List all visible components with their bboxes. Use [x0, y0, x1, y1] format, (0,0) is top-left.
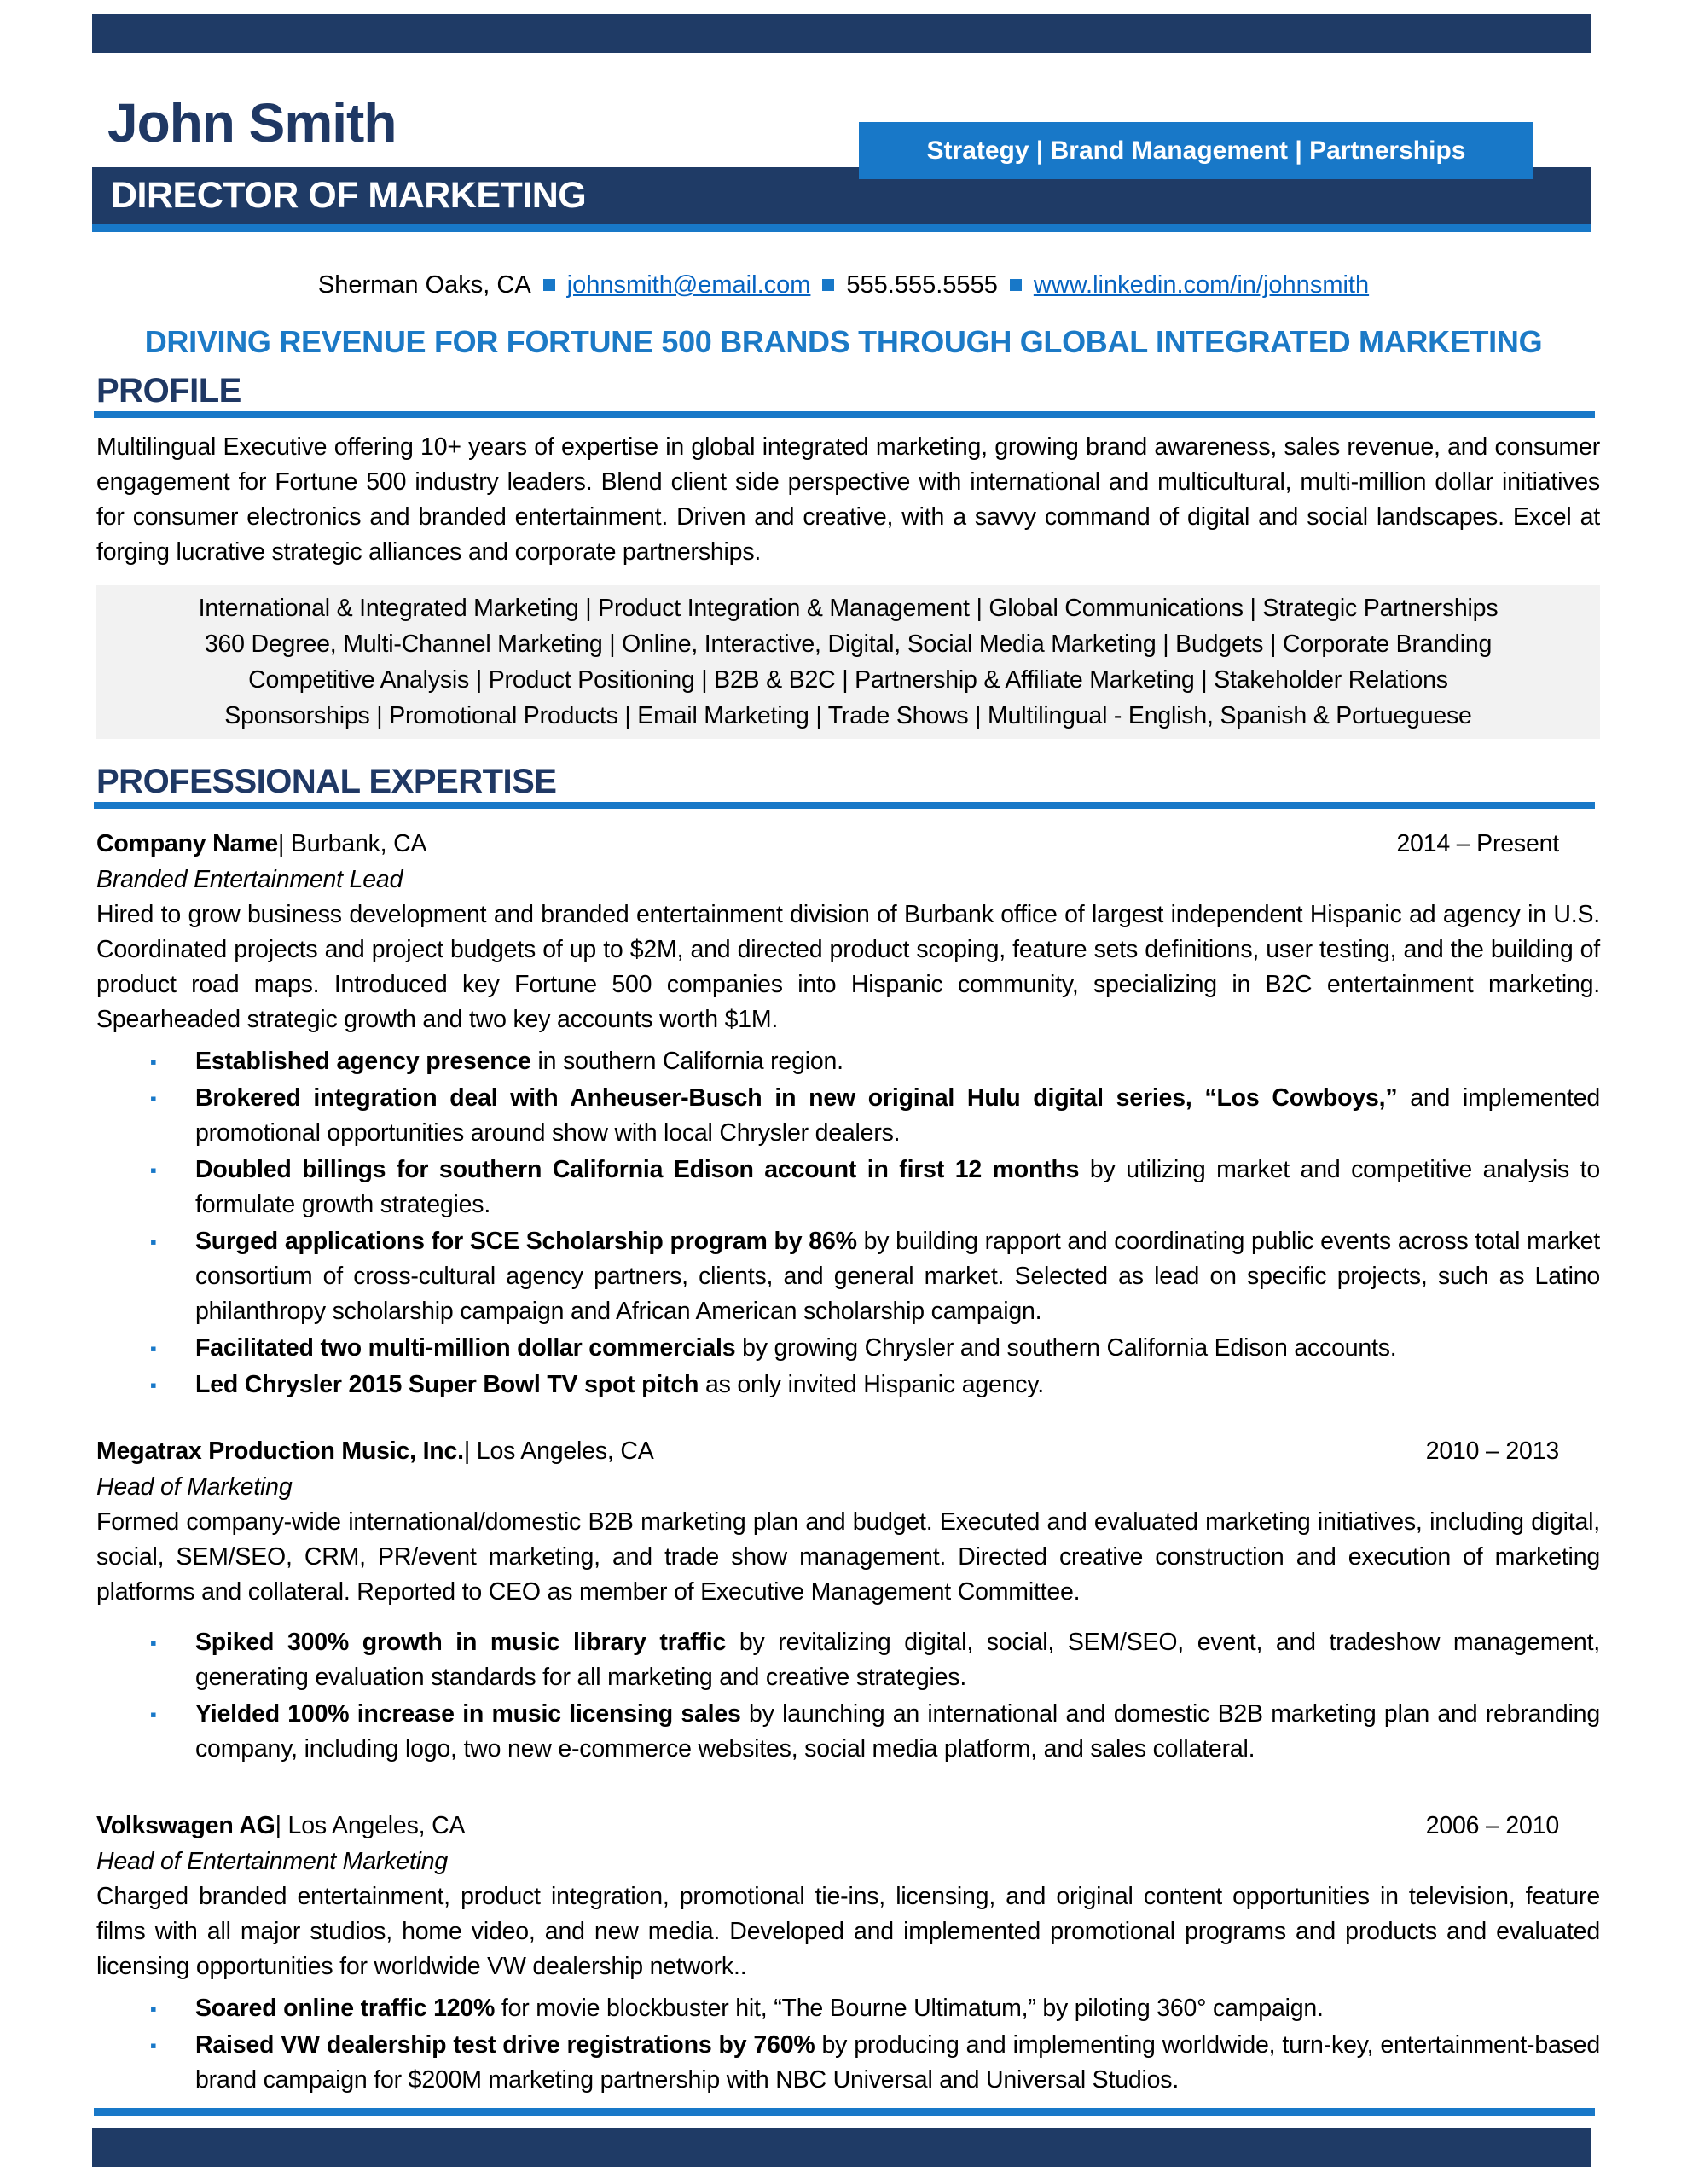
bullet-square-icon: ▪ [150, 1051, 157, 1072]
separator-square-icon [822, 279, 834, 291]
company-location: | Los Angeles, CA [275, 1812, 466, 1839]
bullet-text: Established agency presence in southern California region. [195, 1048, 844, 1075]
skills-line: Competitive Analysis | Product Positioning | B2B & B2C | Partnership & Affiliate Marketing | Stakeholder Relations [248, 666, 1448, 694]
bullet-item [150, 1331, 1600, 1366]
separator-square-icon [543, 279, 555, 291]
bullet-square-icon: ▪ [150, 1338, 157, 1359]
job-title: Head of Marketing [96, 1473, 293, 1501]
skills-line: Sponsorships | Promotional Products | Email Marketing | Trade Shows | Multilingual - English, Spanish & Portueguese [224, 702, 1472, 729]
location-text: Sherman Oaks, CA [317, 271, 531, 299]
bullet-item [150, 1368, 1600, 1403]
job-header [96, 1808, 1600, 1844]
linkedin-link[interactable]: www.linkedin.com/in/johnsmith [1033, 271, 1370, 299]
company-name: Megatrax Production Music, Inc. [96, 1438, 464, 1465]
job-summary: Formed company-wide international/domestic B2B marketing plan and budget. Executed and evaluated marketing initiatives, including digital, social, SEM/SEO, CRM, PR/event marketing, and trade show management. Directed creative construction and execution of marketing platforms and collateral. Reported to CEO as member of Executive Management Committee. [96, 1508, 1600, 1606]
bullet-square-icon: ▪ [150, 1374, 157, 1396]
top-border-bar [92, 14, 1591, 53]
job-header [96, 1433, 1600, 1469]
contact-line [0, 268, 1687, 302]
bullet-text: Soared online traffic 120% for movie blockbuster hit, “The Bourne Ultimatum,” by piloting 360° campaign. [195, 1995, 1324, 2022]
company-name: Company Name [96, 830, 278, 857]
bullet-item [150, 1153, 1600, 1223]
bullet-square-icon: ▪ [150, 1704, 157, 1725]
profile-section-heading: PROFILE [96, 372, 241, 410]
bullet-item [150, 1991, 1600, 2026]
company-location: | Los Angeles, CA [463, 1438, 654, 1465]
bullet-text: Brokered integration deal with Anheuser-Busch in new original Hulu digital series, “Los Cowboys,” and implemented promotional opportunities around show with local Chrysler dealers. [195, 1084, 1600, 1147]
title-bar-accent-strip [92, 224, 1591, 232]
bullet-item [150, 1224, 1600, 1329]
bullet-text: Led Chrysler 2015 Super Bowl TV spot pitch as only invited Hispanic agency. [195, 1371, 1045, 1398]
bottom-accent-rule [94, 2108, 1595, 2116]
job-header [96, 826, 1600, 862]
profile-paragraph: Multilingual Executive offering 10+ years of expertise in global integrated marketing, growing brand awareness, sales revenue, and consumer engagement for Fortune 500 industry leaders. Blend client side perspective with international and multicultural, multi-million dollar initiatives for consumer electronics and branded entertainment. Driven and creative, with a savvy command of digital and social landscapes. Excel at forging lucrative strategic alliances and corporate partnerships. [96, 433, 1600, 566]
bullet-item [150, 2028, 1600, 2098]
bullet-square-icon: ▪ [150, 1231, 157, 1252]
separator-square-icon [1010, 279, 1022, 291]
job-bullet-list [96, 1625, 1600, 1767]
company-name: Volkswagen AG [96, 1812, 275, 1839]
bottom-border-bar [92, 2128, 1591, 2167]
bullet-text: Surged applications for SCE Scholarship program by 86% by building rapport and coordinating public events across total market consortium of cross-cultural agency partners, clients, and general market. Selected as lead on specific projects, such as Latino philanthropy scholarship campaign and African American scholarship campaign. [195, 1228, 1600, 1325]
bullet-text: Doubled billings for southern California Edison account in first 12 months by utilizing market and competitive analysis to formulate growth strategies. [195, 1156, 1600, 1218]
bullet-square-icon: ▪ [150, 1998, 157, 2019]
headline: DRIVING REVENUE FOR FORTUNE 500 BRANDS THROUGH GLOBAL INTEGRATED MARKETING [144, 324, 1543, 359]
phone-text: 555.555.5555 [846, 271, 998, 299]
bullet-item [150, 1081, 1600, 1151]
job-dates: 2010 – 2013 [1425, 1438, 1559, 1465]
email-link[interactable]: johnsmith@email.com [566, 271, 811, 299]
bullet-item [150, 1625, 1600, 1695]
bullet-square-icon: ▪ [150, 1632, 157, 1653]
company-location: | Burbank, CA [278, 830, 427, 857]
specialty-badge-label: Strategy | Brand Management | Partnerships [926, 136, 1466, 165]
bullet-text: Spiked 300% growth in music library traffic by revitalizing digital, social, SEM/SEO, event, and tradeshow management, generating evaluation standards for all marketing and creative strategies. [195, 1629, 1601, 1691]
skills-box [96, 585, 1600, 739]
profile-heading-rule [94, 411, 1595, 418]
job-title-bar-label: DIRECTOR OF MARKETING [111, 175, 587, 216]
job-title: Branded Entertainment Lead [96, 866, 403, 893]
bullet-square-icon: ▪ [150, 2035, 157, 2056]
bullet-item [150, 1044, 1600, 1079]
experience-section-heading: PROFESSIONAL EXPERTISE [96, 763, 557, 800]
job-title: Head of Entertainment Marketing [96, 1848, 449, 1875]
bullet-text: Facilitated two multi-million dollar commercials by growing Chrysler and southern California Edison accounts. [195, 1334, 1397, 1362]
bullet-square-icon: ▪ [150, 1088, 157, 1109]
bullet-text: Yielded 100% increase in music licensing sales by launching an international and domestic B2B marketing plan and rebranding company, including logo, two new e-commerce websites, social media platform, and sales collateral. [195, 1700, 1600, 1763]
candidate-name: John Smith [107, 92, 397, 154]
job-dates: 2006 – 2010 [1425, 1812, 1559, 1839]
skills-line: 360 Degree, Multi-Channel Marketing | Online, Interactive, Digital, Social Media Marketing | Budgets | Corporate Branding [204, 630, 1493, 658]
job-dates: 2014 – Present [1396, 830, 1559, 857]
job-summary: Hired to grow business development and branded entertainment division of Burbank office of largest independent Hispanic ad agency in U.S. Coordinated projects and project budgets of up to $2M, and directed product scoping, feature sets definitions, user testing, and the building of product road maps. Introduced key Fortune 500 companies into Hispanic community, specializing in B2C entertainment marketing. Spearheaded strategic growth and two key accounts worth $1M. [96, 901, 1600, 1033]
skills-line: International & Integrated Marketing | Product Integration & Management | Global Communications | Strategic Partnerships [198, 595, 1499, 622]
job-bullet-list [96, 1991, 1600, 2098]
job-summary: Charged branded entertainment, product integration, promotional tie-ins, licensing, and original content opportunities in television, feature films with all major studios, home video, and new media. Developed and implemented promotional programs and products and evaluated licensing opportunities for worldwide VW dealership network.. [96, 1883, 1600, 1980]
bullet-item [150, 1697, 1600, 1767]
specialty-badge [859, 122, 1533, 179]
experience-heading-rule [94, 802, 1595, 809]
bullet-text: Raised VW dealership test drive registrations by 760% by producing and implementing worldwide, turn-key, entertainment-based brand campaign for $200M marketing partnership with NBC Universal and Universal Studios. [195, 2031, 1600, 2094]
job-bullet-list [96, 1044, 1600, 1403]
bullet-square-icon: ▪ [150, 1159, 157, 1181]
